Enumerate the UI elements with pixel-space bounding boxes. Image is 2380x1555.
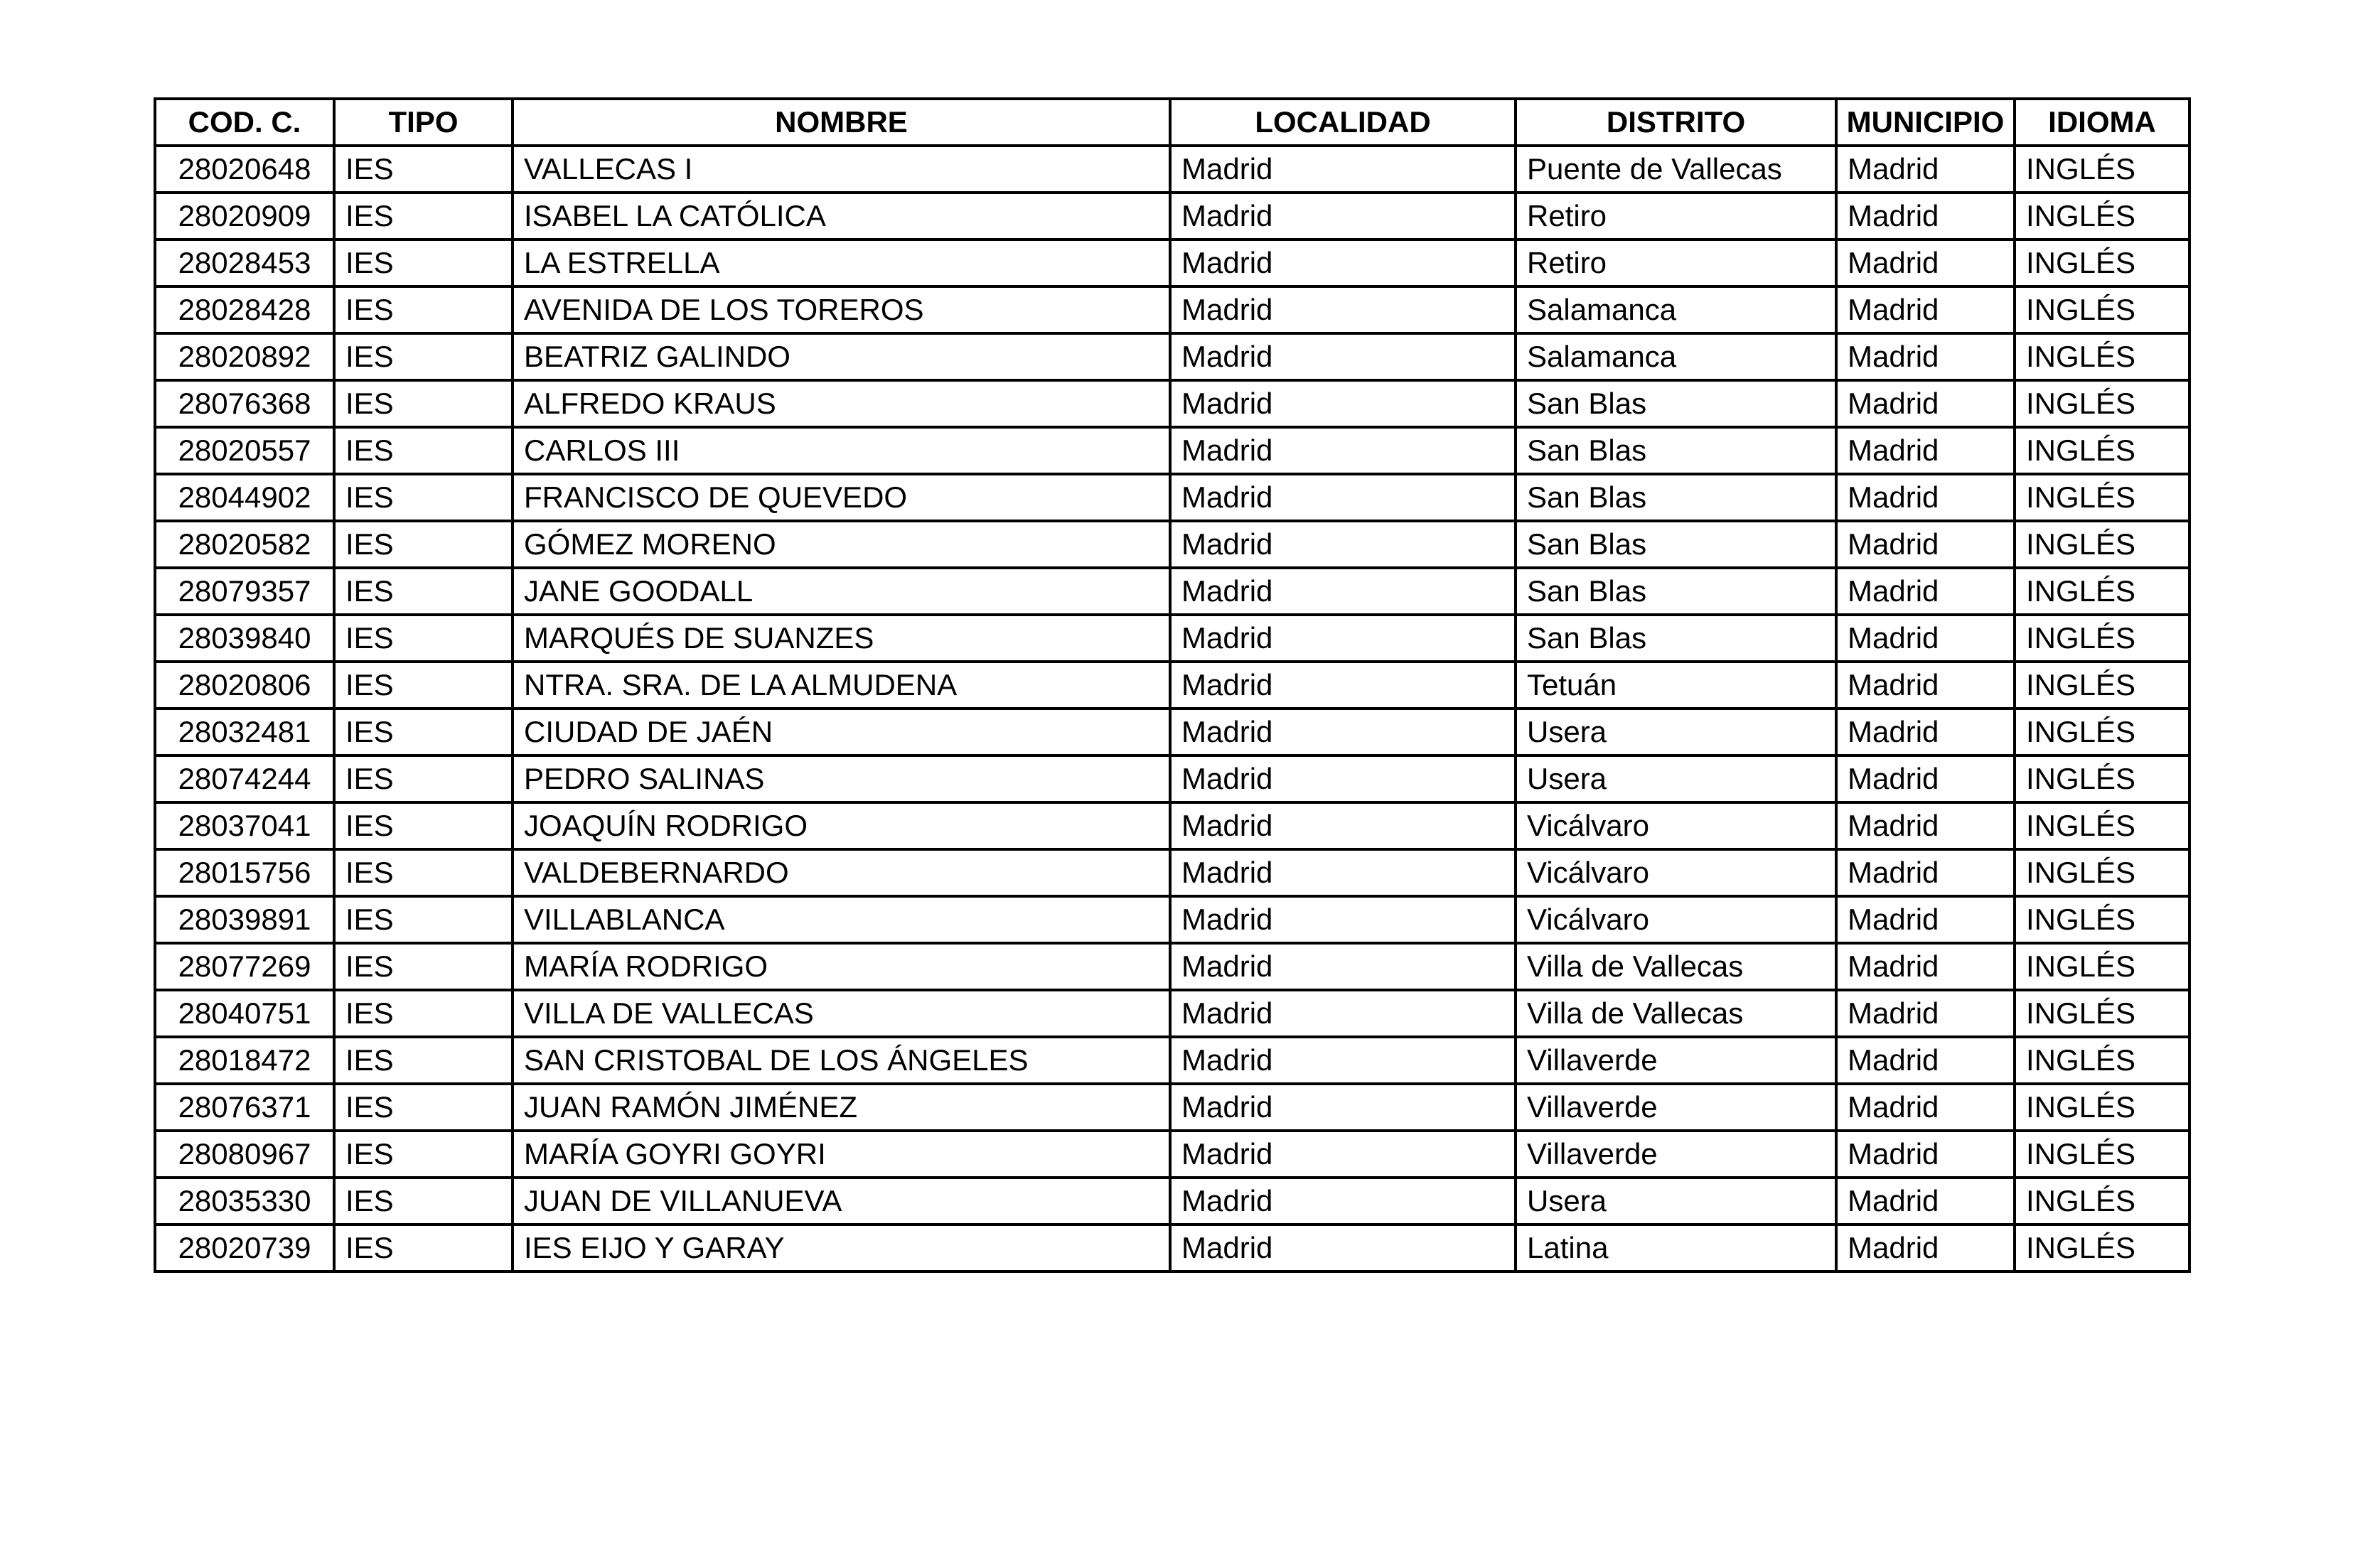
cell-distrito: San Blas <box>1516 427 1836 474</box>
table-row <box>155 193 2189 240</box>
cell-idioma: INGLÉS <box>2015 333 2189 380</box>
cell-localidad: Madrid <box>1170 802 1516 849</box>
cell-tipo: IES <box>334 943 513 990</box>
cell-tipo: IES <box>334 521 513 568</box>
cell-localidad: Madrid <box>1170 380 1516 427</box>
cell-distrito: Villaverde <box>1516 1037 1836 1084</box>
cell-municipio: Madrid <box>1836 521 2015 568</box>
cell-cod-c: 28037041 <box>155 802 334 849</box>
cell-distrito: Latina <box>1516 1225 1836 1271</box>
cell-idioma: INGLÉS <box>2015 755 2189 802</box>
table-row <box>155 568 2189 615</box>
header-cod-c: COD. C. <box>155 99 334 146</box>
cell-idioma: INGLÉS <box>2015 380 2189 427</box>
cell-distrito: San Blas <box>1516 615 1836 662</box>
cell-cod-c: 28077269 <box>155 943 334 990</box>
cell-nombre: FRANCISCO DE QUEVEDO <box>513 474 1170 521</box>
table-row <box>155 615 2189 662</box>
cell-distrito: Salamanca <box>1516 286 1836 333</box>
cell-distrito: Puente de Vallecas <box>1516 146 1836 193</box>
cell-nombre: LA ESTRELLA <box>513 240 1170 286</box>
cell-municipio: Madrid <box>1836 615 2015 662</box>
cell-localidad: Madrid <box>1170 755 1516 802</box>
table-body <box>155 146 2189 1271</box>
cell-tipo: IES <box>334 990 513 1037</box>
cell-localidad: Madrid <box>1170 990 1516 1037</box>
cell-tipo: IES <box>334 1178 513 1225</box>
cell-tipo: IES <box>334 849 513 896</box>
header-nombre: NOMBRE <box>513 99 1170 146</box>
cell-tipo: IES <box>334 755 513 802</box>
cell-municipio: Madrid <box>1836 990 2015 1037</box>
cell-idioma: INGLÉS <box>2015 193 2189 240</box>
header-idioma: IDIOMA <box>2015 99 2189 146</box>
table-row <box>155 240 2189 286</box>
cell-nombre: CARLOS III <box>513 427 1170 474</box>
cell-municipio: Madrid <box>1836 1178 2015 1225</box>
cell-idioma: INGLÉS <box>2015 943 2189 990</box>
cell-municipio: Madrid <box>1836 1037 2015 1084</box>
table-row <box>155 1037 2189 1084</box>
cell-idioma: INGLÉS <box>2015 427 2189 474</box>
table-row <box>155 1178 2189 1225</box>
cell-municipio: Madrid <box>1836 802 2015 849</box>
cell-tipo: IES <box>334 474 513 521</box>
cell-distrito: Villaverde <box>1516 1084 1836 1131</box>
cell-municipio: Madrid <box>1836 849 2015 896</box>
cell-cod-c: 28020909 <box>155 193 334 240</box>
cell-idioma: INGLÉS <box>2015 1037 2189 1084</box>
schools-table <box>154 97 2191 1273</box>
cell-tipo: IES <box>334 427 513 474</box>
cell-municipio: Madrid <box>1836 333 2015 380</box>
cell-municipio: Madrid <box>1836 474 2015 521</box>
cell-nombre: SAN CRISTOBAL DE LOS ÁNGELES <box>513 1037 1170 1084</box>
cell-tipo: IES <box>334 333 513 380</box>
cell-tipo: IES <box>334 802 513 849</box>
cell-localidad: Madrid <box>1170 1131 1516 1178</box>
cell-idioma: INGLÉS <box>2015 849 2189 896</box>
cell-nombre: ISABEL LA CATÓLICA <box>513 193 1170 240</box>
header-localidad: LOCALIDAD <box>1170 99 1516 146</box>
cell-cod-c: 28074244 <box>155 755 334 802</box>
cell-idioma: INGLÉS <box>2015 709 2189 755</box>
cell-cod-c: 28018472 <box>155 1037 334 1084</box>
cell-idioma: INGLÉS <box>2015 1225 2189 1271</box>
cell-distrito: Usera <box>1516 709 1836 755</box>
cell-nombre: MARÍA RODRIGO <box>513 943 1170 990</box>
cell-cod-c: 28015756 <box>155 849 334 896</box>
cell-tipo: IES <box>334 896 513 943</box>
cell-cod-c: 28080967 <box>155 1131 334 1178</box>
cell-cod-c: 28032481 <box>155 709 334 755</box>
cell-localidad: Madrid <box>1170 1225 1516 1271</box>
cell-localidad: Madrid <box>1170 709 1516 755</box>
cell-distrito: Vicálvaro <box>1516 802 1836 849</box>
header-distrito: DISTRITO <box>1516 99 1836 146</box>
cell-nombre: CIUDAD DE JAÉN <box>513 709 1170 755</box>
header-municipio: MUNICIPIO <box>1836 99 2015 146</box>
cell-municipio: Madrid <box>1836 1225 2015 1271</box>
cell-cod-c: 28020582 <box>155 521 334 568</box>
cell-tipo: IES <box>334 240 513 286</box>
table-row <box>155 146 2189 193</box>
cell-cod-c: 28040751 <box>155 990 334 1037</box>
cell-nombre: JUAN DE VILLANUEVA <box>513 1178 1170 1225</box>
table-row <box>155 943 2189 990</box>
cell-idioma: INGLÉS <box>2015 286 2189 333</box>
cell-tipo: IES <box>334 615 513 662</box>
header-tipo: TIPO <box>334 99 513 146</box>
cell-cod-c: 28076368 <box>155 380 334 427</box>
cell-nombre: JUAN RAMÓN JIMÉNEZ <box>513 1084 1170 1131</box>
cell-distrito: Retiro <box>1516 193 1836 240</box>
cell-distrito: Villa de Vallecas <box>1516 943 1836 990</box>
cell-localidad: Madrid <box>1170 474 1516 521</box>
cell-idioma: INGLÉS <box>2015 990 2189 1037</box>
cell-cod-c: 28028428 <box>155 286 334 333</box>
cell-tipo: IES <box>334 709 513 755</box>
cell-localidad: Madrid <box>1170 896 1516 943</box>
cell-cod-c: 28039840 <box>155 615 334 662</box>
table-row <box>155 662 2189 709</box>
cell-cod-c: 28035330 <box>155 1178 334 1225</box>
cell-nombre: JOAQUÍN RODRIGO <box>513 802 1170 849</box>
cell-tipo: IES <box>334 380 513 427</box>
table-row <box>155 709 2189 755</box>
cell-idioma: INGLÉS <box>2015 662 2189 709</box>
cell-nombre: VILLABLANCA <box>513 896 1170 943</box>
cell-idioma: INGLÉS <box>2015 146 2189 193</box>
cell-localidad: Madrid <box>1170 427 1516 474</box>
cell-municipio: Madrid <box>1836 755 2015 802</box>
cell-distrito: Tetuán <box>1516 662 1836 709</box>
cell-tipo: IES <box>334 286 513 333</box>
cell-idioma: INGLÉS <box>2015 1084 2189 1131</box>
cell-localidad: Madrid <box>1170 849 1516 896</box>
cell-cod-c: 28079357 <box>155 568 334 615</box>
cell-distrito: Villaverde <box>1516 1131 1836 1178</box>
cell-cod-c: 28020739 <box>155 1225 334 1271</box>
cell-cod-c: 28020648 <box>155 146 334 193</box>
table-row <box>155 1225 2189 1271</box>
table-row <box>155 1084 2189 1131</box>
cell-municipio: Madrid <box>1836 943 2015 990</box>
cell-nombre: PEDRO SALINAS <box>513 755 1170 802</box>
table-row <box>155 802 2189 849</box>
cell-tipo: IES <box>334 193 513 240</box>
cell-idioma: INGLÉS <box>2015 1178 2189 1225</box>
cell-cod-c: 28076371 <box>155 1084 334 1131</box>
cell-nombre: GÓMEZ MORENO <box>513 521 1170 568</box>
cell-cod-c: 28020557 <box>155 427 334 474</box>
cell-distrito: San Blas <box>1516 568 1836 615</box>
cell-nombre: IES EIJO Y GARAY <box>513 1225 1170 1271</box>
cell-nombre: MARÍA GOYRI GOYRI <box>513 1131 1170 1178</box>
cell-nombre: MARQUÉS DE SUANZES <box>513 615 1170 662</box>
table-header-row <box>155 99 2189 146</box>
cell-nombre: BEATRIZ GALINDO <box>513 333 1170 380</box>
cell-localidad: Madrid <box>1170 1084 1516 1131</box>
cell-cod-c: 28020892 <box>155 333 334 380</box>
cell-localidad: Madrid <box>1170 568 1516 615</box>
cell-idioma: INGLÉS <box>2015 240 2189 286</box>
cell-tipo: IES <box>334 568 513 615</box>
cell-tipo: IES <box>334 1037 513 1084</box>
cell-idioma: INGLÉS <box>2015 568 2189 615</box>
cell-localidad: Madrid <box>1170 240 1516 286</box>
cell-localidad: Madrid <box>1170 286 1516 333</box>
cell-municipio: Madrid <box>1836 286 2015 333</box>
cell-municipio: Madrid <box>1836 380 2015 427</box>
cell-municipio: Madrid <box>1836 146 2015 193</box>
cell-idioma: INGLÉS <box>2015 896 2189 943</box>
cell-idioma: INGLÉS <box>2015 1131 2189 1178</box>
cell-cod-c: 28020806 <box>155 662 334 709</box>
cell-tipo: IES <box>334 662 513 709</box>
cell-localidad: Madrid <box>1170 662 1516 709</box>
table-row <box>155 286 2189 333</box>
cell-cod-c: 28044902 <box>155 474 334 521</box>
cell-distrito: Usera <box>1516 755 1836 802</box>
cell-tipo: IES <box>334 1084 513 1131</box>
cell-nombre: JANE GOODALL <box>513 568 1170 615</box>
cell-nombre: NTRA. SRA. DE LA ALMUDENA <box>513 662 1170 709</box>
cell-cod-c: 28028453 <box>155 240 334 286</box>
table-row <box>155 896 2189 943</box>
table-row <box>155 474 2189 521</box>
cell-localidad: Madrid <box>1170 943 1516 990</box>
table-row <box>155 380 2189 427</box>
cell-localidad: Madrid <box>1170 333 1516 380</box>
table-row <box>155 1131 2189 1178</box>
table-row <box>155 990 2189 1037</box>
cell-idioma: INGLÉS <box>2015 474 2189 521</box>
cell-municipio: Madrid <box>1836 1131 2015 1178</box>
cell-distrito: Vicálvaro <box>1516 849 1836 896</box>
cell-localidad: Madrid <box>1170 615 1516 662</box>
cell-tipo: IES <box>334 146 513 193</box>
cell-municipio: Madrid <box>1836 709 2015 755</box>
cell-nombre: ALFREDO KRAUS <box>513 380 1170 427</box>
cell-distrito: San Blas <box>1516 521 1836 568</box>
cell-distrito: San Blas <box>1516 380 1836 427</box>
cell-municipio: Madrid <box>1836 193 2015 240</box>
cell-distrito: Usera <box>1516 1178 1836 1225</box>
cell-nombre: VILLA DE VALLECAS <box>513 990 1170 1037</box>
cell-municipio: Madrid <box>1836 240 2015 286</box>
cell-municipio: Madrid <box>1836 896 2015 943</box>
table-row <box>155 521 2189 568</box>
table-row <box>155 333 2189 380</box>
cell-distrito: San Blas <box>1516 474 1836 521</box>
cell-cod-c: 28039891 <box>155 896 334 943</box>
cell-idioma: INGLÉS <box>2015 802 2189 849</box>
cell-localidad: Madrid <box>1170 146 1516 193</box>
table-row <box>155 849 2189 896</box>
cell-nombre: AVENIDA DE LOS TOREROS <box>513 286 1170 333</box>
cell-municipio: Madrid <box>1836 427 2015 474</box>
cell-localidad: Madrid <box>1170 193 1516 240</box>
cell-nombre: VALLECAS I <box>513 146 1170 193</box>
cell-distrito: Retiro <box>1516 240 1836 286</box>
table-row <box>155 755 2189 802</box>
cell-localidad: Madrid <box>1170 521 1516 568</box>
cell-municipio: Madrid <box>1836 662 2015 709</box>
cell-municipio: Madrid <box>1836 1084 2015 1131</box>
cell-distrito: Villa de Vallecas <box>1516 990 1836 1037</box>
cell-idioma: INGLÉS <box>2015 615 2189 662</box>
cell-municipio: Madrid <box>1836 568 2015 615</box>
cell-localidad: Madrid <box>1170 1178 1516 1225</box>
cell-distrito: Vicálvaro <box>1516 896 1836 943</box>
cell-idioma: INGLÉS <box>2015 521 2189 568</box>
cell-nombre: VALDEBERNARDO <box>513 849 1170 896</box>
cell-tipo: IES <box>334 1131 513 1178</box>
cell-distrito: Salamanca <box>1516 333 1836 380</box>
cell-tipo: IES <box>334 1225 513 1271</box>
cell-localidad: Madrid <box>1170 1037 1516 1084</box>
table-row <box>155 427 2189 474</box>
